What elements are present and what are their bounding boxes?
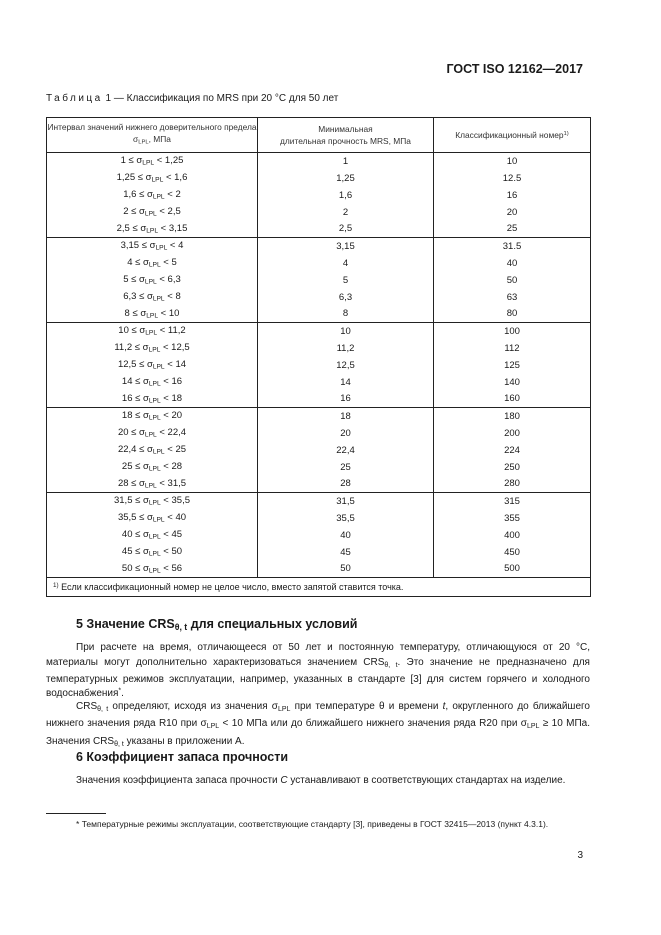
mrs-cell: 45 (258, 544, 434, 561)
table-row (47, 221, 591, 238)
mrs-cell: 12,5 (258, 357, 434, 374)
mrs-cell: 20 (258, 425, 434, 442)
interval-cell: $10 \le \sigma_{LPL} < 11,2$ (47, 323, 258, 340)
table-row (47, 238, 591, 255)
interval-cell: $16 \le \sigma_{LPL} < 18$ (47, 391, 258, 408)
table-caption-word: Таблица (46, 93, 103, 104)
mrs-cell: 1,25 (258, 170, 434, 187)
section-5-title: 5 Значение $CRS_{\theta, t}$ для специальных условий (76, 617, 358, 633)
mrs-cell: 5 (258, 272, 434, 289)
interval-cell: $22,4 \le \sigma_{LPL} < 25$ (47, 442, 258, 459)
class-number-cell: 20 (434, 204, 591, 221)
mrs-cell: 31,5 (258, 493, 434, 510)
interval-cell: $2 \le \sigma_{LPL} < 2,5$ (47, 204, 258, 221)
class-number-cell: 25 (434, 221, 591, 238)
class-number-cell: 50 (434, 272, 591, 289)
table-row (47, 374, 591, 391)
table-row (47, 306, 591, 323)
class-number-cell: 40 (434, 255, 591, 272)
class-number-cell: 355 (434, 510, 591, 527)
table-row (47, 391, 591, 408)
interval-cell: $4 \le \sigma_{LPL} < 5$ (47, 255, 258, 272)
interval-cell: $14 \le \sigma_{LPL} < 16$ (47, 374, 258, 391)
section-6-title: 6 Коэффициент запаса прочности (76, 750, 289, 764)
mrs-cell: 14 (258, 374, 434, 391)
mrs-cell: 2,5 (258, 221, 434, 238)
table-footnote: $^{1)}$ Если классификационный номер не целое число, вместо запятой ставится точка. (47, 578, 591, 597)
mrs-cell: 22,4 (258, 442, 434, 459)
class-number-cell: 280 (434, 476, 591, 493)
interval-cell: $5 \le \sigma_{LPL} < 6,3$ (47, 272, 258, 289)
class-number-cell: 16 (434, 187, 591, 204)
mrs-cell: 28 (258, 476, 434, 493)
page-footnote: * Температурные режимы эксплуатации, соответствующие стандарту [3], приведены в ГОСТ 32415—2013 (пункт 4.3.1). (76, 819, 549, 829)
table-row (47, 153, 591, 170)
mrs-cell: 40 (258, 527, 434, 544)
class-number-cell: 63 (434, 289, 591, 306)
table-row (47, 459, 591, 476)
section-5-paragraph-1: При расчете на время, отличающееся от 50 лет и постоянную температуру, отличающуюся от 20 °С, материалы могут дополнительно характеризоваться значением $CRS_{\theta, t}$. Это значение не предназначено для температурных режимов эксплуатации, например, указанных в стандарте [3] для систем горячего и холодного водоснабжения*. (46, 642, 590, 700)
document-id-header: ГОСТ ISO 12162—2017 (446, 62, 583, 76)
class-number-cell: 160 (434, 391, 591, 408)
table-row (47, 408, 591, 425)
interval-cell: $35,5 \le \sigma_{LPL} < 40$ (47, 510, 258, 527)
interval-cell: $40 \le \sigma_{LPL} < 45$ (47, 527, 258, 544)
table-row (47, 323, 591, 340)
interval-cell: $28 \le \sigma_{LPL} < 31,5$ (47, 476, 258, 493)
table-row (47, 527, 591, 544)
class-number-cell: 80 (434, 306, 591, 323)
mrs-cell: 6,3 (258, 289, 434, 306)
interval-cell: $3,15 \le \sigma_{LPL} < 4$ (47, 238, 258, 255)
class-number-cell: 100 (434, 323, 591, 340)
table-row (47, 442, 591, 459)
mrs-cell: 1 (258, 153, 434, 170)
table-row (47, 187, 591, 204)
mrs-cell: 8 (258, 306, 434, 323)
interval-cell: $31,5 \le \sigma_{LPL} < 35,5$ (47, 493, 258, 510)
table-caption-text: 1 — Классификация по MRS при 20 °С для 50 лет (105, 93, 339, 104)
interval-cell: $6,3 \le \sigma_{LPL} < 8$ (47, 289, 258, 306)
interval-cell: $8 \le \sigma_{LPL} < 10$ (47, 306, 258, 323)
section-6-paragraph-1: Значения коэффициента запаса прочности C устанавливают в соответствующих стандартах на изделие. (76, 775, 566, 786)
mrs-cell: 4 (258, 255, 434, 272)
table-row (47, 289, 591, 306)
interval-cell: $1,25 \le \sigma_{LPL} < 1,6$ (47, 170, 258, 187)
mrs-cell: 11,2 (258, 340, 434, 357)
interval-cell: $50 \le \sigma_{LPL} < 56$ (47, 561, 258, 578)
table-body (47, 153, 591, 578)
section-5-paragraph-2: $CRS_{\theta, t}$ определяют, исходя из значения $\sigma_{LPL}$ при температуре θ и времени t, округленного до ближайшего нижнего значения ряда R10 при $\sigma_{LPL} < 10$ МПа или до ближайшего нижнего значения ряда R20 при $\sigma_{LPL} \ge 10$ МПа. Значения $CRS_{\theta, t}$ указаны в приложении А. (46, 701, 590, 748)
class-number-cell: 125 (434, 357, 591, 374)
table-row (47, 476, 591, 493)
column-header-class-number: Классификационный номер$^{1)}$ (434, 118, 591, 153)
table-row (47, 544, 591, 561)
class-number-cell: 140 (434, 374, 591, 391)
table-row (47, 493, 591, 510)
mrs-cell: 35,5 (258, 510, 434, 527)
mrs-cell: 18 (258, 408, 434, 425)
interval-cell: $45 \le \sigma_{LPL} < 50$ (47, 544, 258, 561)
table-row (47, 272, 591, 289)
table-row (47, 425, 591, 442)
interval-cell: $18 \le \sigma_{LPL} < 20$ (47, 408, 258, 425)
table-row (47, 204, 591, 221)
class-number-cell: 31.5 (434, 238, 591, 255)
mrs-cell: 2 (258, 204, 434, 221)
table-row (47, 561, 591, 578)
class-number-cell: 10 (434, 153, 591, 170)
class-number-cell: 224 (434, 442, 591, 459)
table-row (47, 357, 591, 374)
class-number-cell: 400 (434, 527, 591, 544)
table-row (47, 340, 591, 357)
column-header-interval: Интервал значений нижнего доверительного предела $\sigma_{LPL}$, МПа (47, 118, 258, 153)
mrs-cell: 3,15 (258, 238, 434, 255)
class-number-cell: 450 (434, 544, 591, 561)
interval-cell: $25 \le \sigma_{LPL} < 28$ (47, 459, 258, 476)
interval-cell: $1,6 \le \sigma_{LPL} < 2$ (47, 187, 258, 204)
mrs-cell: 25 (258, 459, 434, 476)
interval-cell: $1 \le \sigma_{LPL} < 1,25$ (47, 153, 258, 170)
mrs-cell: 1,6 (258, 187, 434, 204)
table-row (47, 255, 591, 272)
table-row (47, 510, 591, 527)
class-number-cell: 200 (434, 425, 591, 442)
mrs-cell: 16 (258, 391, 434, 408)
class-number-cell: 180 (434, 408, 591, 425)
interval-cell: $11,2 \le \sigma_{LPL} < 12,5$ (47, 340, 258, 357)
class-number-cell: 315 (434, 493, 591, 510)
page-number: 3 (577, 850, 583, 861)
interval-cell: $20 \le \sigma_{LPL} < 22,4$ (47, 425, 258, 442)
class-number-cell: 250 (434, 459, 591, 476)
class-number-cell: 112 (434, 340, 591, 357)
classification-table (46, 117, 591, 597)
table-row (47, 170, 591, 187)
mrs-cell: 50 (258, 561, 434, 578)
class-number-cell: 12.5 (434, 170, 591, 187)
column-header-mrs: Минимальная длительная прочность MRS, МПа (258, 118, 434, 153)
footnote-separator (46, 813, 106, 814)
interval-cell: $2,5 \le \sigma_{LPL} < 3,15$ (47, 221, 258, 238)
table-caption (46, 93, 338, 104)
mrs-cell: 10 (258, 323, 434, 340)
class-number-cell: 500 (434, 561, 591, 578)
interval-cell: $12,5 \le \sigma_{LPL} < 14$ (47, 357, 258, 374)
